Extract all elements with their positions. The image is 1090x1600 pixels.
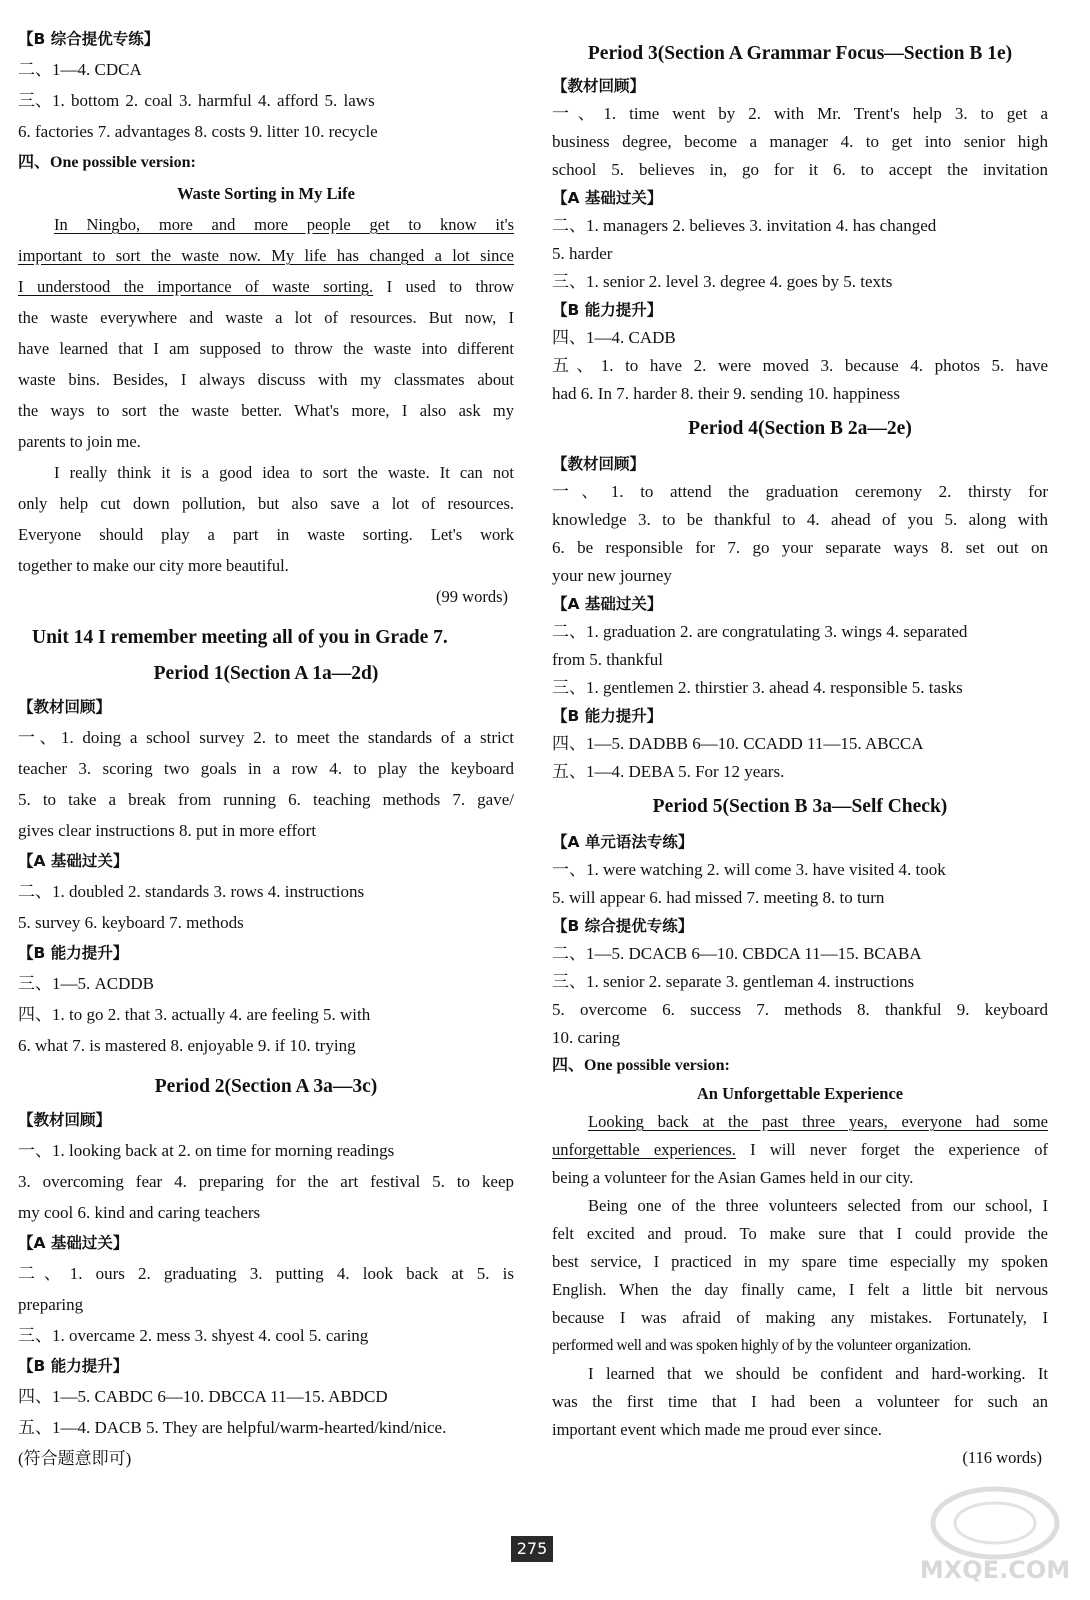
answer-line: 6. what 7. is mastered 8. enjoyable 9. if 10. trying: [18, 1036, 356, 1055]
period-title: Period 4(Section B 2a—2e): [688, 418, 912, 439]
section-heading: 【B 能力提升】: [552, 707, 663, 725]
essay-line: English. When the day finally came, I felt a little bit nervous: [552, 1280, 1048, 1299]
answer-line: your new journey: [552, 566, 672, 585]
section-heading: 【教材回顾】: [18, 1111, 112, 1129]
watermark-text: MXQE.COM: [920, 1556, 1070, 1584]
essay-line: [552, 1136, 1048, 1164]
essay-line: important to sort the waste now. My life has changed a lot since: [18, 246, 514, 265]
essay-line: [18, 271, 514, 302]
answer-line: gives clear instructions 8. put in more effort: [18, 821, 317, 840]
essay-line: waste bins. Besides, I always discuss with my classmates about: [18, 370, 514, 389]
answer-line: 二、1—4. CDCA: [18, 60, 142, 79]
answer-line: 二、1. graduation 2. are congratulating 3. wings 4. separated: [552, 622, 968, 641]
answer-line: (符合题意即可): [18, 1449, 132, 1468]
left-column: [18, 24, 514, 1474]
right-column: [552, 36, 1048, 1472]
section-heading: 【教材回顾】: [552, 455, 646, 473]
essay-line: have learned that I am supposed to throw the waste into different: [18, 339, 514, 358]
answer-line: 五、1—4. DACB 5. They are helpful/warm-hearted/kind/nice.: [18, 1418, 447, 1437]
essay-text: I will never forget the experience of: [735, 1140, 1048, 1159]
answer-line: 6. factories 7. advantages 8. costs 9. litter 10. recycle: [18, 122, 378, 141]
answer-line: 三、1. gentlemen 2. thirstier 3. ahead 4. responsible 5. tasks: [552, 678, 963, 697]
period-title: Period 2(Section A 3a—3c): [154, 1076, 378, 1097]
section-heading: 【B 综合提优专练】: [552, 917, 694, 935]
section-heading: 【教材回顾】: [552, 77, 646, 95]
answer-line: 一、1. looking back at 2. on time for morning readings: [18, 1141, 395, 1160]
answer-line: 四、1. to go 2. that 3. actually 4. are feeling 5. with: [18, 1005, 371, 1024]
section-heading: 【A 单元语法专练】: [552, 833, 694, 851]
essay-line: I really think it is a good idea to sort the waste. It can not: [54, 463, 514, 482]
section-heading: 【教材回顾】: [18, 698, 112, 716]
answer-line: from 5. thankful: [552, 650, 663, 669]
answer-line: 三、1. bottom 2. coal 3. harmful 4. afford 5. laws: [18, 91, 375, 110]
answer-line: 一、1. time went by 2. with Mr. Trent's help 3. to get a: [552, 104, 1048, 123]
answer-line: 二、1. doubled 2. standards 3. rows 4. instructions: [18, 882, 365, 901]
essay-underlined-text: I understood the importance of waste sorting.: [18, 277, 374, 296]
answer-line: 四、1—5. CABDC 6—10. DBCCA 11—15. ABDCD: [18, 1387, 388, 1406]
essay-title: An Unforgettable Experience: [696, 1084, 904, 1103]
essay-line: only help cut down pollution, but also save a lot of resources.: [18, 494, 514, 513]
answer-line: school 5. believes in, go for it 6. to accept the invitation: [552, 160, 1048, 179]
answer-line: 10. caring: [552, 1028, 620, 1047]
answer-line: preparing: [18, 1295, 84, 1314]
answer-line: 三、1. overcame 2. mess 3. shyest 4. cool 5. caring: [18, 1326, 369, 1345]
essay-line: important event which made me proud ever since.: [552, 1420, 882, 1439]
answer-line: 四、One possible version:: [18, 154, 196, 171]
answer-site-watermark-icon: [920, 1478, 1070, 1588]
essay-line: Looking back at the past three years, everyone had some: [588, 1112, 1048, 1131]
essay-line: parents to join me.: [18, 432, 141, 451]
answer-line: knowledge 3. to be thankful to 4. ahead of you 5. along with: [552, 510, 1048, 529]
essay-line: In Ningbo, more and more people get to know it's: [54, 215, 514, 234]
essay-line: performed well and was spoken highly of by the volunteer organization.: [552, 1337, 971, 1354]
section-heading: 【B 能力提升】: [18, 944, 129, 962]
answer-line: 6. be responsible for 7. go your separate ways 8. set out on: [552, 538, 1048, 557]
essay-line: I learned that we should be confident and hard-working. It: [588, 1364, 1048, 1383]
answer-line: 5. overcome 6. success 7. methods 8. thankful 9. keyboard: [552, 1000, 1048, 1019]
answer-line: 5. to take a break from running 6. teaching methods 7. gave/: [18, 790, 514, 809]
section-heading: 【B 综合提优专练】: [18, 30, 160, 48]
essay-line: because I was afraid of making any mistakes. Fortunately, I: [552, 1308, 1048, 1327]
answer-line: 5. harder: [552, 244, 613, 263]
answer-line: 五、1. to have 2. were moved 3. because 4. photos 5. have: [552, 356, 1048, 375]
answer-line: 五、1—4. DEBA 5. For 12 years.: [552, 762, 785, 781]
period-title: Period 3(Section A Grammar Focus—Section B 1e): [587, 43, 1013, 64]
section-heading: 【B 能力提升】: [552, 301, 663, 319]
answer-line: business degree, become a manager 4. to get into senior high: [552, 132, 1048, 151]
essay-line: Everyone should play a part in waste sorting. Let's work: [18, 525, 514, 544]
answer-line: 一、1. doing a school survey 2. to meet the standards of a strict: [18, 728, 514, 747]
period-title: Period 5(Section B 3a—Self Check): [652, 796, 948, 817]
period-title: Period 1(Section A 1a—2d): [153, 663, 379, 684]
page-number: 275: [511, 1536, 553, 1562]
answer-line: 三、1. senior 2. separate 3. gentleman 4. instructions: [552, 972, 915, 991]
word-count: (99 words): [436, 587, 508, 606]
section-heading: 【A 基础过关】: [18, 852, 129, 870]
answer-line: 四、1—4. CADB: [552, 328, 676, 347]
answer-line: teacher 3. scoring two goals in a row 4. to play the keyboard: [18, 759, 514, 778]
answer-line: had 6. In 7. harder 8. their 9. sending 10. happiness: [552, 384, 900, 403]
essay-line: felt excited and proud. To make sure that I could provide the: [552, 1224, 1048, 1243]
essay-line: was the first time that I had been a volunteer for such an: [552, 1392, 1048, 1411]
answer-line: 5. survey 6. keyboard 7. methods: [18, 913, 244, 932]
essay-line: best service, I practiced in my spare time especially my spoken: [552, 1252, 1048, 1271]
section-heading: 【A 基础过关】: [552, 189, 663, 207]
essay-line: being a volunteer for the Asian Games held in our city.: [552, 1168, 914, 1187]
answer-line: 三、1—5. ACDDB: [18, 974, 155, 993]
essay-underlined-text: unforgettable experiences.: [552, 1140, 736, 1159]
essay-line: together to make our city more beautiful.: [18, 556, 289, 575]
section-heading: 【A 基础过关】: [552, 595, 663, 613]
answer-line: my cool 6. kind and caring teachers: [18, 1203, 261, 1222]
essay-line: Being one of the three volunteers selected from our school, I: [588, 1196, 1048, 1215]
answer-line: 3. overcoming fear 4. preparing for the art festival 5. to keep: [18, 1172, 514, 1191]
answer-line: 5. will appear 6. had missed 7. meeting 8. to turn: [552, 888, 885, 907]
watermark-graphic: [920, 1478, 1070, 1588]
word-count: (116 words): [962, 1448, 1042, 1467]
answer-line: 三、1. senior 2. level 3. degree 4. goes by 5. texts: [552, 272, 893, 291]
essay-text: I used to throw: [373, 277, 514, 296]
answer-line: 二、1—5. DCACB 6—10. CBDCA 11—15. BCABA: [552, 944, 922, 963]
answer-line: 二、1. managers 2. believes 3. invitation 4. has changed: [552, 216, 937, 235]
section-heading: 【A 基础过关】: [18, 1234, 129, 1252]
answer-line: 一、1. to attend the graduation ceremony 2. thirsty for: [552, 482, 1048, 501]
essay-line: the waste everywhere and waste a lot of resources. But now, I: [18, 308, 514, 327]
answer-line: 四、1—5. DADBB 6—10. CCADD 11—15. ABCCA: [552, 734, 924, 753]
answer-line: 一、1. were watching 2. will come 3. have visited 4. took: [552, 860, 946, 879]
essay-title: Waste Sorting in My Life: [177, 184, 355, 203]
answer-line: 二、1. ours 2. graduating 3. putting 4. look back at 5. is: [18, 1264, 514, 1283]
essay-line: the ways to sort the waste better. What's more, I also ask my: [18, 401, 514, 420]
answer-line: 四、One possible version:: [552, 1057, 730, 1074]
section-heading: 【B 能力提升】: [18, 1357, 129, 1375]
unit-title: Unit 14 I remember meeting all of you in Grade 7.: [32, 627, 448, 648]
